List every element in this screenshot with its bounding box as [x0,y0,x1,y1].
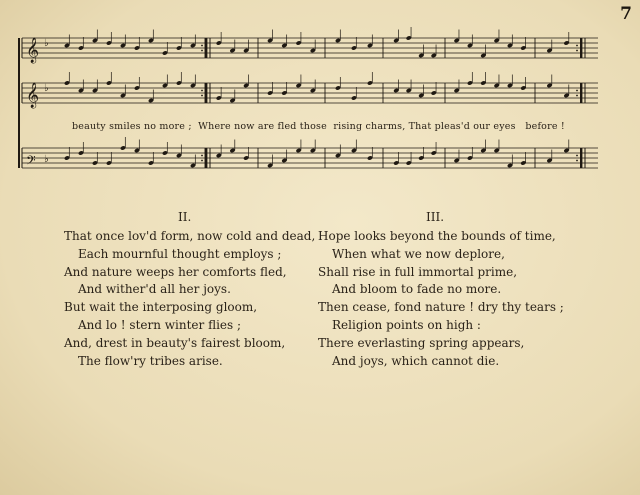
verse-line: There everlasting spring appears, [318,335,525,350]
treble-clef: 𝄞 [26,83,40,108]
verse-line: And bloom to fade no more. [332,282,502,297]
verse-line: And lo ! stern winter flies ; [78,317,242,332]
lyric-line: beauty smiles no more ; Where now are fled those rising charms, That pleas'd our eyes before ! [72,121,565,132]
verse-line: That once lov'd form, now cold and dead, [64,229,316,243]
verse-line: Each mournful thought employs ; [78,246,282,261]
flat-sign: ♭ [44,154,49,165]
repeat-dot [201,95,203,97]
verse-line: When what we now deplore, [332,246,505,261]
verse-3-number: III. [426,210,445,224]
double-barline [580,83,582,103]
flat-sign: ♭ [44,38,49,49]
verse-line: But wait the interposing gloom, [64,300,258,315]
verse-line: And, drest in beauty's fairest bloom, [64,335,286,350]
verse-line: Hope looks beyond the bounds of time, [318,229,556,243]
repeat-dot [201,160,203,162]
repeat-dot [201,90,203,92]
repeat-dot [576,50,578,52]
repeat-dot [201,45,203,47]
double-barline [205,38,207,58]
repeat-dot [201,155,203,157]
verse-2 [64,228,315,370]
treble-clef: 𝄞 [26,38,40,63]
repeat-dot [201,50,203,52]
flat-sign: ♭ [44,83,49,94]
verse-line: Then cease, fond nature ! dry thy tears ; [318,300,564,315]
musical-score [0,0,640,200]
verse-line: Shall rise in full immortal prime, [318,264,518,279]
verse-line: And wither'd all her joys. [78,282,231,297]
verse-line: And nature weeps her comforts fled, [64,264,287,279]
repeat-dot [576,90,578,92]
verse-line: And joys, which cannot die. [332,353,500,368]
double-barline [205,83,207,103]
bass-clef: 𝄢 [26,153,36,171]
verse-3 [318,228,564,370]
verse-line: Religion points on high : [332,317,481,332]
repeat-dot [576,45,578,47]
double-barline [580,38,582,58]
double-barline [205,148,207,168]
double-barline [580,148,582,168]
repeat-dot [576,160,578,162]
repeat-dot [576,95,578,97]
repeat-dot [576,155,578,157]
verse-2-number: II. [178,210,192,224]
page-number: 7 [620,4,632,24]
verse-line: The flow'ry tribes arise. [78,353,223,368]
